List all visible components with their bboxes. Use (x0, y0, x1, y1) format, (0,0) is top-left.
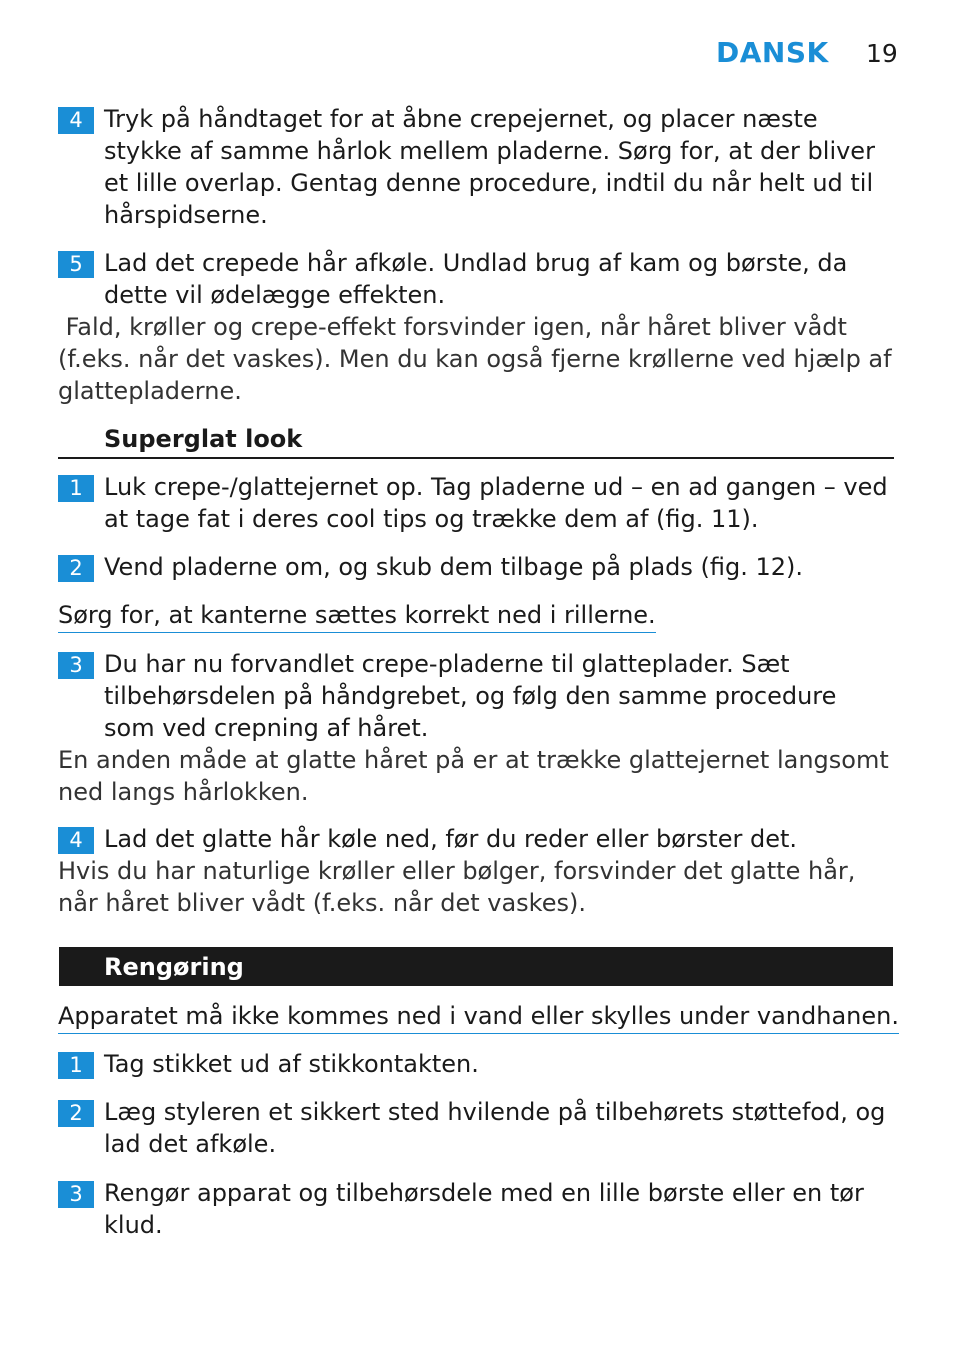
step-text: Læg styleren et sikkert sted hvilende på tilbehørets støttefod, og lad det afkøle. (104, 1098, 886, 1158)
step-4-crepe (58, 103, 894, 231)
step-text: Tryk på håndtaget for at åbne crepejernet, og placer næste stykke af samme hårlok mellem pladerne. Sørg for, at der bliver et lille overlap. Gentag denne procedure, indtil du når helt ud til hårspidserne. (104, 105, 875, 229)
step-4-superglat (58, 823, 894, 855)
crepe-note: Fald, krøller og crepe-effekt forsvinder igen, når håret bliver vådt (f.eks. når det vaskes). Men du kan også fjerne krøllerne ved hjælp af glattepladerne. (58, 313, 900, 405)
step-number-badge: 3 (58, 652, 94, 679)
step-2-rengoring (58, 1096, 894, 1160)
step-text: Du har nu forvandlet crepe-pladerne til glatteplader. Sæt tilbehørsdelen på håndgrebet, og følg den samme procedure som ved crepning af håret. (104, 650, 837, 742)
step-number-badge: 2 (58, 555, 94, 582)
step-number-badge: 3 (58, 1181, 94, 1208)
step-number-badge: 4 (58, 107, 94, 134)
step-text: Lad det crepede hår afkøle. Undlad brug af kam og børste, da dette vil ødelægge effekten. (104, 249, 848, 309)
step-text: Lad det glatte hår køle ned, før du reder eller børster det. (104, 825, 797, 853)
step-3-superglat (58, 648, 894, 744)
superglat-heading-text: Superglat look (104, 425, 303, 453)
step-3-rengoring (58, 1177, 894, 1241)
step-1-rengoring (58, 1048, 894, 1080)
rengoring-warning: Apparatet må ikke kommes ned i vand eller skylles under vandhanen. (58, 1000, 899, 1034)
page-number: 19 (866, 39, 898, 68)
step-text: Vend pladerne om, og skub dem tilbage på plads (fig. 12). (104, 553, 804, 581)
step-text: Luk crepe-/glattejernet op. Tag pladerne ud – en ad gangen – ved at tage fat i deres cool tips og trække dem af (fig. 11). (104, 473, 888, 533)
step-2-superglat (58, 551, 894, 583)
step-number-badge: 5 (58, 251, 94, 278)
step-number-badge: 1 (58, 1052, 94, 1079)
rengoring-section-bar (59, 947, 893, 986)
step-text: Tag stikket ud af stikkontakten. (104, 1050, 479, 1078)
step-text: Rengør apparat og tilbehørsdele med en lille børste eller en tør klud. (104, 1179, 864, 1239)
step-5-crepe (58, 247, 894, 311)
step-number-badge: 4 (58, 827, 94, 854)
step-number-badge: 1 (58, 475, 94, 502)
rengoring-heading: Rengøring (104, 953, 244, 981)
superglat-warning: Sørg for, at kanterne sættes korrekt ned i rillerne. (58, 599, 656, 633)
language-label: DANSK (716, 36, 829, 69)
step-number-badge: 2 (58, 1100, 94, 1127)
superglat-note-2: Hvis du har naturlige krøller eller bølger, forsvinder det glatte hår, når håret bliver vådt (f.eks. når det vaskes). (58, 857, 856, 917)
superglat-note-1: En anden måde at glatte håret på er at trække glattejernet langsomt ned langs hårlokken. (58, 746, 889, 806)
superglat-heading (58, 422, 894, 459)
step-1-superglat (58, 471, 894, 535)
